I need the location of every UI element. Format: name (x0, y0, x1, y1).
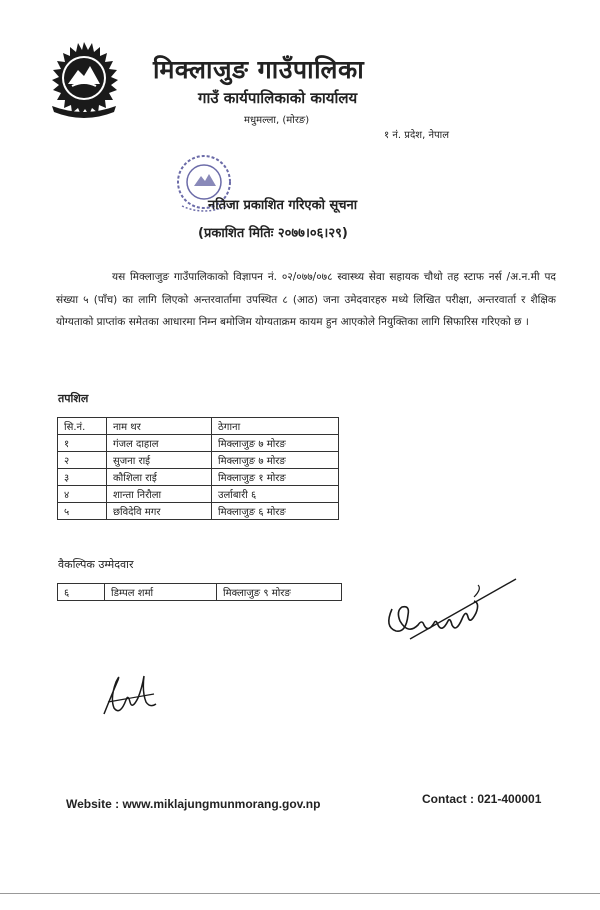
name-cell: डिम्पल शर्मा (105, 584, 217, 601)
address-cell: उर्लाबारी ६ (212, 486, 339, 503)
serial-cell: ५ (58, 503, 107, 520)
column-header: नाम थर (107, 418, 212, 435)
footer-contact: Contact : 021-400001 (422, 792, 542, 806)
notice-published-date: (प्रकाशित मितिः २०७७।०६।२९) (198, 226, 348, 241)
footer-website: Website : www.miklajungmunmorang.gov.np (66, 797, 321, 811)
address-cell: मिक्लाजुङ ९ मोरङ (217, 584, 342, 601)
table-row (58, 584, 342, 601)
name-cell: कौशिला राई (107, 469, 212, 486)
selected-candidates-table (57, 417, 339, 520)
table-header-row (58, 418, 339, 435)
serial-cell: ४ (58, 486, 107, 503)
secondary-signature (98, 668, 160, 718)
serial-cell: ६ (58, 584, 105, 601)
table-row (58, 486, 339, 503)
address-cell: मिक्लाजुङ ६ मोरङ (212, 503, 339, 520)
name-cell: छविदेवि मगर (107, 503, 212, 520)
serial-cell: २ (58, 452, 107, 469)
table-row (58, 435, 339, 452)
name-cell: शान्ता निरौला (107, 486, 212, 503)
column-header: ठेगाना (212, 418, 339, 435)
municipality-emblem-icon (38, 36, 130, 120)
table-row (58, 452, 339, 469)
page-bottom-divider (0, 893, 600, 894)
office-address: मधुमल्ला, (मोरङ) (244, 115, 310, 126)
serial-cell: १ (58, 435, 107, 452)
serial-cell: ३ (58, 469, 107, 486)
alternate-heading: वैकल्पिक उम्मेदवार (58, 558, 134, 571)
address-cell: मिक्लाजुङ ७ मोरङ (212, 452, 339, 469)
name-cell: सुजना राई (107, 452, 212, 469)
table-row (58, 503, 339, 520)
office-name: मिक्लाजुङ गाउँपालिका (153, 55, 365, 84)
notice-body: यस मिक्लाजुङ गाउँपालिकाको विज्ञापन नं. ०२/०७७/०७८ स्वास्थ्य सेवा सहायक चौथो तह स्टाफ नर्स /अ.न.मी पद संख्या ५ (पाँच) का लागि लिएको अन्तरवार्तामा उपस्थित ८ (आठ) जना उमेदवारहरु मध्ये लिखित परीक्षा, अन्तरवार्ता र शैक्षिक योग्यताको प्राप्तांक समेतका आधारमा निम्न बमोजिम योग्यताक्रम कायम हुन आएकोले नियुक्तिका लागि सिफारिस गरिएको छ । (56, 271, 556, 328)
table-row (58, 469, 339, 486)
name-cell: गंजल दाहाल (107, 435, 212, 452)
alternate-candidates-table (57, 583, 342, 601)
office-subtitle: गाउँ कार्यपालिकाको कार्यालय (198, 89, 358, 107)
chief-signature (378, 575, 518, 647)
details-heading: तपशिल (58, 392, 89, 405)
notice-title: नतिजा प्रकाशित गरिएको सूचना (208, 198, 358, 213)
address-cell: मिक्लाजुङ ७ मोरङ (212, 435, 339, 452)
office-province: १ नं. प्रदेश, नेपाल (384, 130, 450, 141)
address-cell: मिक्लाजुङ १ मोरङ (212, 469, 339, 486)
column-header: सि.नं. (58, 418, 107, 435)
